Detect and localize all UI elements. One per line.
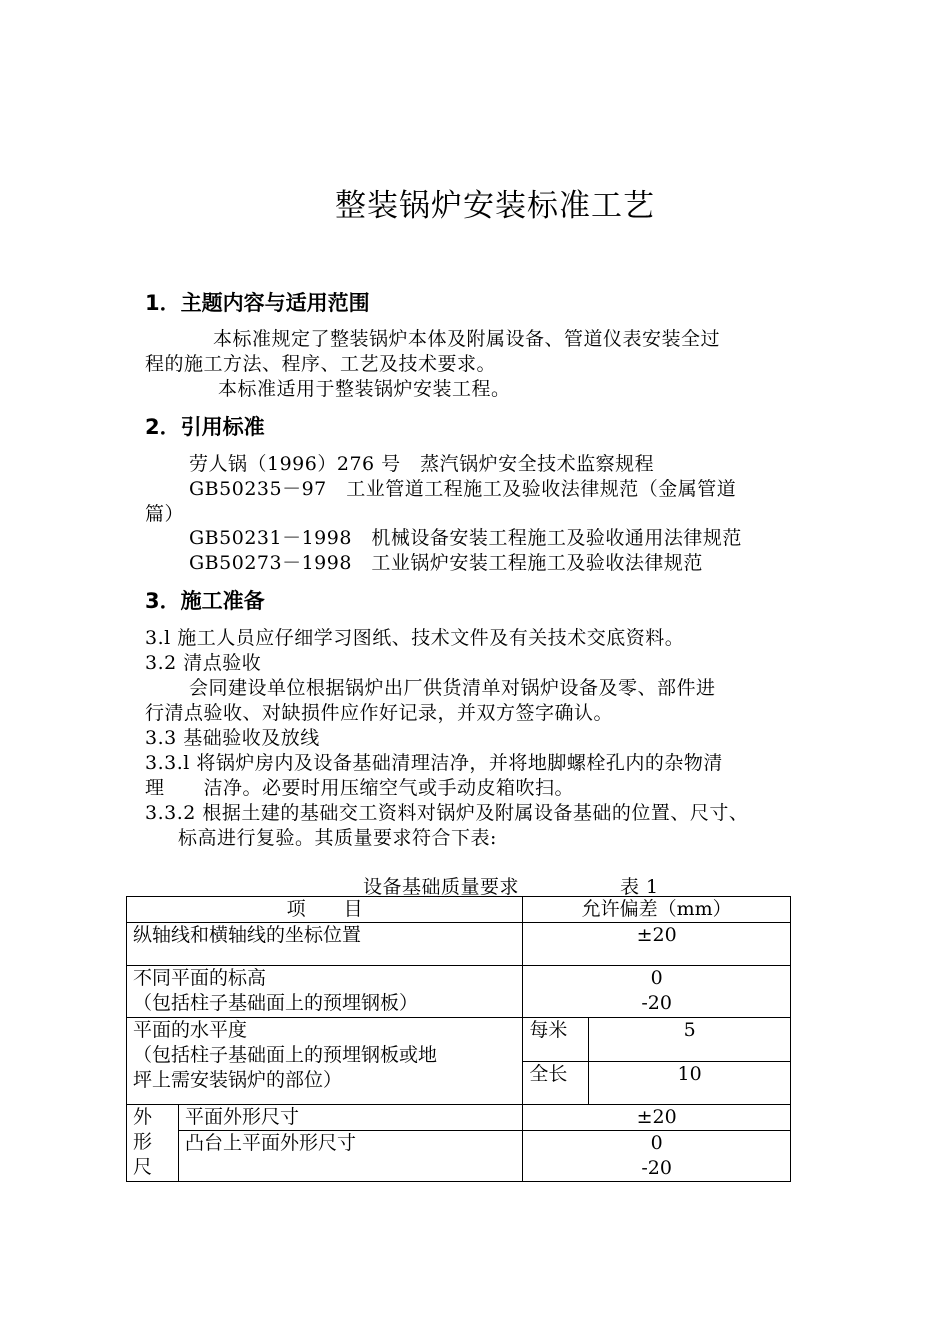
table-row: [127, 1105, 791, 1131]
clause-line: 行清点验收、对缺损件应作好记录，并双方签字确认。: [145, 702, 614, 724]
foundation-quality-table: [126, 896, 791, 1182]
section-1-paragraph: 本标准适用于整装锅炉安装工程。: [218, 378, 511, 400]
row-item-line: （包括柱子基础面上的预埋钢板或地: [133, 1044, 438, 1066]
reference-item-continuation: 篇）: [145, 503, 185, 525]
row-value-line: -20: [641, 992, 672, 1014]
page-title: 整装锅炉安装标准工艺: [335, 188, 655, 224]
table-caption: 设备基础质量要求: [363, 876, 520, 898]
row-group-char: 外: [133, 1106, 153, 1128]
clause-line: 3.2 清点验收: [145, 652, 262, 674]
row-value-line: 0: [650, 967, 663, 989]
section-1-heading: 1．主题内容与适用范围: [145, 291, 370, 315]
row-item-line: 平面的水平度: [133, 1019, 248, 1041]
clause-line: 3.3.l 将锅炉房内及设备基础清理洁净，并将地脚螺栓孔内的杂物清: [145, 752, 723, 774]
section-1-paragraph-line: 程的施工方法、程序、工艺及技术要求。: [145, 353, 497, 375]
clause-line: 3.3 基础验收及放线: [145, 727, 320, 749]
row-group-label: [127, 1105, 179, 1182]
reference-item: GB50273－1998 工业锅炉安装工程施工及验收法律规范: [189, 552, 703, 574]
table-row: [127, 966, 791, 1018]
row-item-line: 坪上需安装锅炉的部位）: [133, 1069, 343, 1091]
row-item: [127, 966, 523, 1018]
row-value: 5: [589, 1018, 791, 1062]
clause-line: 会同建设单位根据锅炉出厂供货清单对锅炉设备及零、部件进: [189, 677, 716, 699]
clause-line: 3.3.2 根据土建的基础交工资料对锅炉及附属设备基础的位置、尺寸、: [145, 802, 749, 824]
row-value: ±20: [523, 923, 791, 966]
row-value-line: 0: [650, 1132, 663, 1154]
section-1-paragraph-line: 本标准规定了整装锅炉本体及附属设备、管道仪表安装全过: [213, 328, 721, 350]
table-number: 表 1: [620, 876, 659, 898]
row-value: [523, 1131, 791, 1182]
table-row: [127, 923, 791, 966]
header-deviation: 允许偏差（mm）: [523, 897, 791, 923]
reference-item: 劳人锅（1996）276 号 蒸汽锅炉安全技术监察规程: [189, 453, 655, 475]
header-item: 项 目: [127, 897, 523, 923]
row-item: 平面外形尺寸: [178, 1105, 522, 1131]
row-item-line: 不同平面的标高: [133, 967, 267, 989]
row-item: 纵轴线和横轴线的坐标位置: [127, 923, 523, 966]
clause-line: 标高进行复验。其质量要求符合下表:: [178, 827, 497, 849]
table-row: [127, 1131, 791, 1182]
section-3-heading: 3．施工准备: [145, 589, 265, 613]
reference-item: GB50235－97 工业管道工程施工及验收法律规范（金属管道: [189, 478, 737, 500]
clause-line: 3.l 施工人员应仔细学习图纸、技术文件及有关技术交底资料。: [145, 627, 685, 649]
row-value: [523, 966, 791, 1018]
row-item: 凸台上平面外形尺寸: [178, 1131, 522, 1182]
row-subitem: 全长: [523, 1062, 589, 1105]
row-item: [127, 1018, 523, 1105]
clause-line: 理 洁净。必要时用压缩空气或手动皮箱吹扫。: [145, 777, 575, 799]
table-header-row: [127, 897, 791, 923]
row-group-char: 尺: [133, 1156, 153, 1178]
section-2-heading: 2．引用标准: [145, 415, 265, 439]
row-value: 10: [589, 1062, 791, 1105]
table-row: [127, 1018, 791, 1062]
row-item-line: （包括柱子基础面上的预埋钢板）: [133, 992, 419, 1014]
row-group-char: 形: [133, 1131, 153, 1153]
row-subitem: 每米: [523, 1018, 589, 1062]
row-value: ±20: [523, 1105, 791, 1131]
row-value-line: -20: [641, 1157, 672, 1179]
reference-item: GB50231－1998 机械设备安装工程施工及验收通用法律规范: [189, 527, 742, 549]
